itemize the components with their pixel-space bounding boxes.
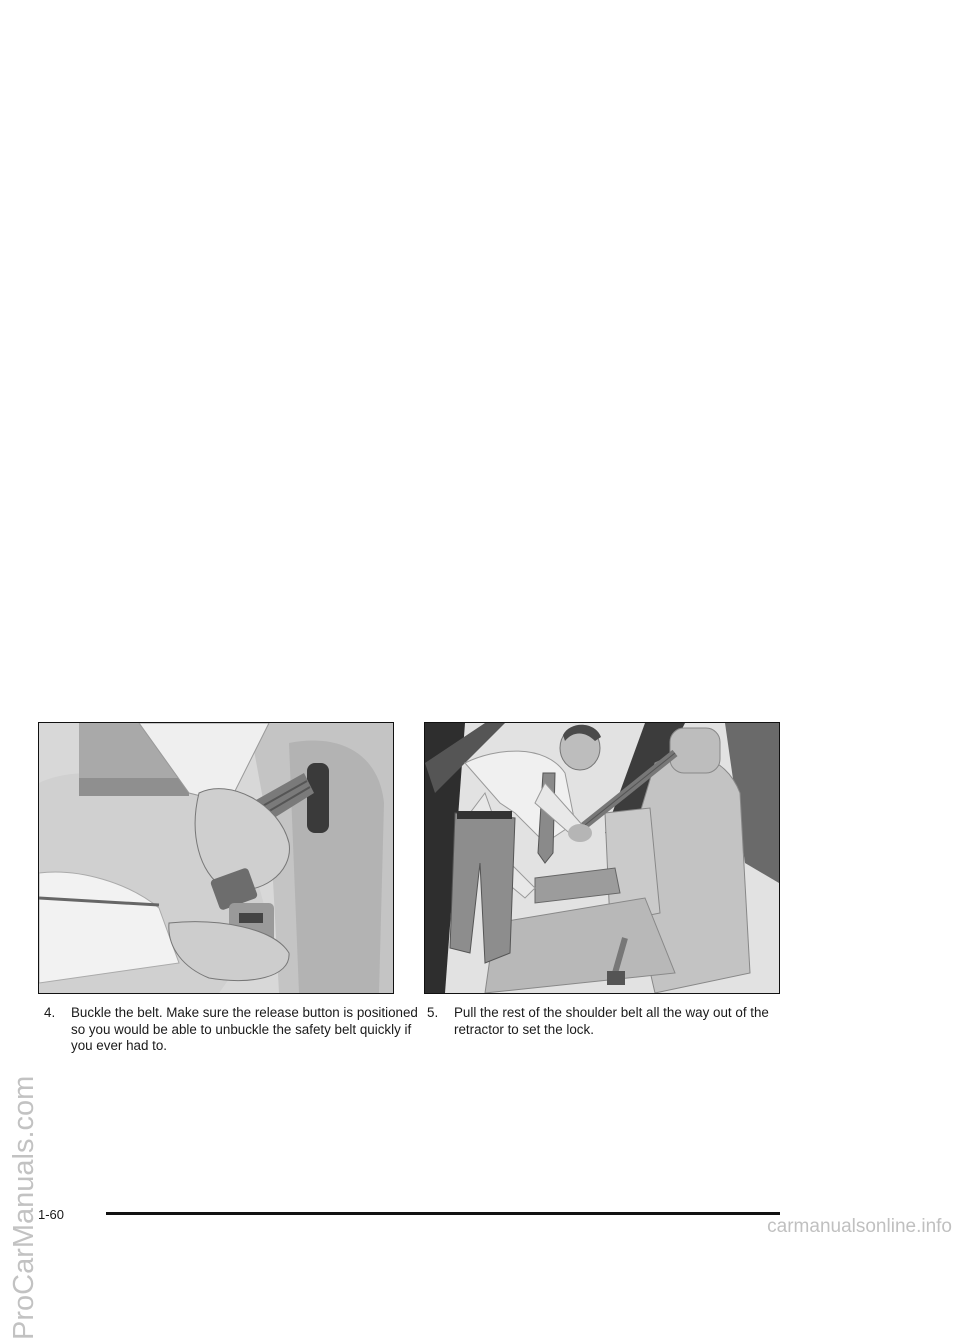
footer-rule [106,1212,780,1215]
side-watermark: ProCarManuals.com [8,1075,40,1340]
pull-belt-drawing [425,723,779,993]
step-number: 5. [427,1005,439,1020]
step-text: Buckle the belt. Make sure the release button is positioned so you would be able to unbuckle the safety belt quickly if you ever had to. [71,1005,418,1053]
step-text: Pull the rest of the shoulder belt all the way out of the retractor to set the lock. [454,1005,769,1037]
bottom-watermark: carmanualsonline.info [767,1216,952,1237]
buckle-belt-drawing [39,723,393,993]
buckle-illustration [38,722,394,994]
page-number: 1-60 [38,1207,65,1222]
step-5 [427,1005,814,1038]
pull-belt-illustration [424,722,780,994]
step-number: 4. [44,1005,56,1020]
step-4 [44,1005,431,1055]
